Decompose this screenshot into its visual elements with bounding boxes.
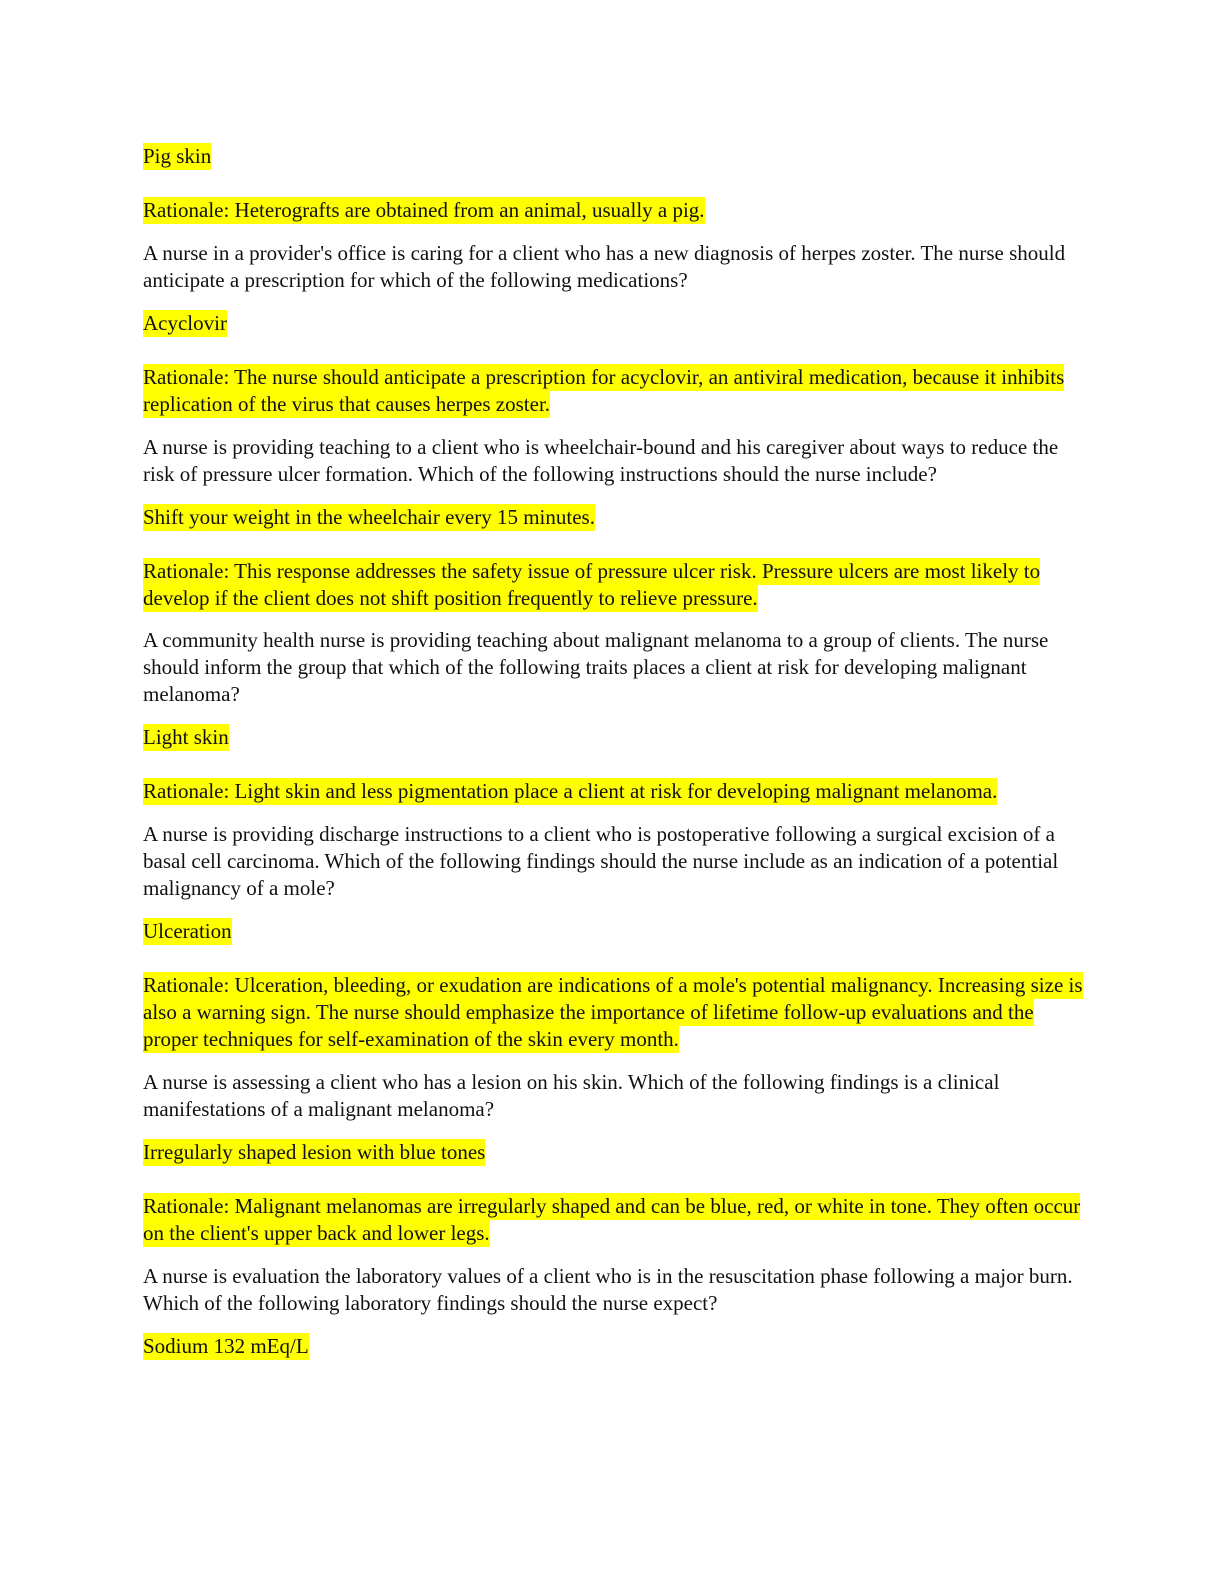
rationale-pressure-ulcer (143, 558, 1083, 612)
answer-shift-weight (143, 504, 1083, 531)
answer-irregular-lesion (143, 1139, 1083, 1166)
rationale-light-skin (143, 778, 1083, 805)
highlighted-answer: Sodium 132 mEq/L (143, 1334, 309, 1358)
answer-sodium (143, 1333, 1083, 1360)
highlighted-answer: Irregularly shaped lesion with blue tones (143, 1140, 486, 1164)
question-malignant-melanoma-risk: A community health nurse is providing teaching about malignant melanoma to a group of clients. The nurse should inform the group that which of the following traits places a client at risk for developing malignant melanoma? (143, 628, 1049, 706)
question-herpes-zoster: A nurse in a provider's office is caring for a client who has a new diagnosis of herpes zoster. The nurse should anticipate a prescription for which of the following medications? (143, 241, 1066, 292)
highlighted-answer: Pig skin (143, 144, 212, 168)
highlighted-answer: Acyclovir (143, 311, 227, 335)
question-burn-labs: A nurse is evaluation the laboratory values of a client who is in the resuscitation phase following a major burn. Which of the following laboratory findings should the nurse expect? (143, 1264, 1073, 1315)
highlighted-rationale: Rationale: Light skin and less pigmentation place a client at risk for developing malignant melanoma. (143, 779, 998, 803)
question-skin-lesion: A nurse is assessing a client who has a lesion on his skin. Which of the following findings is a clinical manifestations of a malignant melanoma? (143, 1070, 1000, 1121)
highlighted-rationale: Rationale: Heterografts are obtained from an animal, usually a pig. (143, 198, 705, 222)
highlighted-answer: Ulceration (143, 919, 232, 943)
rationale-acyclovir (143, 364, 1083, 418)
highlighted-answer: Light skin (143, 725, 229, 749)
highlighted-rationale: Rationale: Malignant melanomas are irregularly shaped and can be blue, red, or white in tone. They often occur on the client's upper back and lower legs. (143, 1194, 1081, 1245)
question-basal-cell-carcinoma: A nurse is providing discharge instructions to a client who is postoperative following a surgical excision of a basal cell carcinoma. Which of the following findings should the nurse include as an indication of a potential malignancy of a mole? (143, 822, 1059, 900)
answer-ulceration (143, 918, 1083, 945)
highlighted-rationale: Rationale: The nurse should anticipate a prescription for acyclovir, an antiviral medication, because it inhibits replication of the virus that causes herpes zoster. (143, 365, 1065, 416)
answer-acyclovir (143, 310, 1083, 337)
answer-pig-skin (143, 143, 1083, 170)
answer-light-skin (143, 724, 1083, 751)
highlighted-answer: Shift your weight in the wheelchair every 15 minutes. (143, 505, 595, 529)
rationale-heterografts (143, 197, 1083, 224)
highlighted-rationale: Rationale: Ulceration, bleeding, or exudation are indications of a mole's potential malignancy. Increasing size is also a warning sign. The nurse should emphasize the importance of lifetime follow-up evaluations and the proper techniques for self-examination of the skin every month. (143, 973, 1083, 1051)
highlighted-rationale: Rationale: This response addresses the safety issue of pressure ulcer risk. Pressure ulcers are most likely to develop if the client does not shift position frequently to relieve pressure. (143, 559, 1041, 610)
rationale-ulceration (143, 972, 1083, 1053)
rationale-melanoma-shape (143, 1193, 1083, 1247)
question-pressure-ulcer: A nurse is providing teaching to a client who is wheelchair-bound and his caregiver about ways to reduce the risk of pressure ulcer formation. Which of the following instructions should the nurse include? (143, 435, 1059, 486)
